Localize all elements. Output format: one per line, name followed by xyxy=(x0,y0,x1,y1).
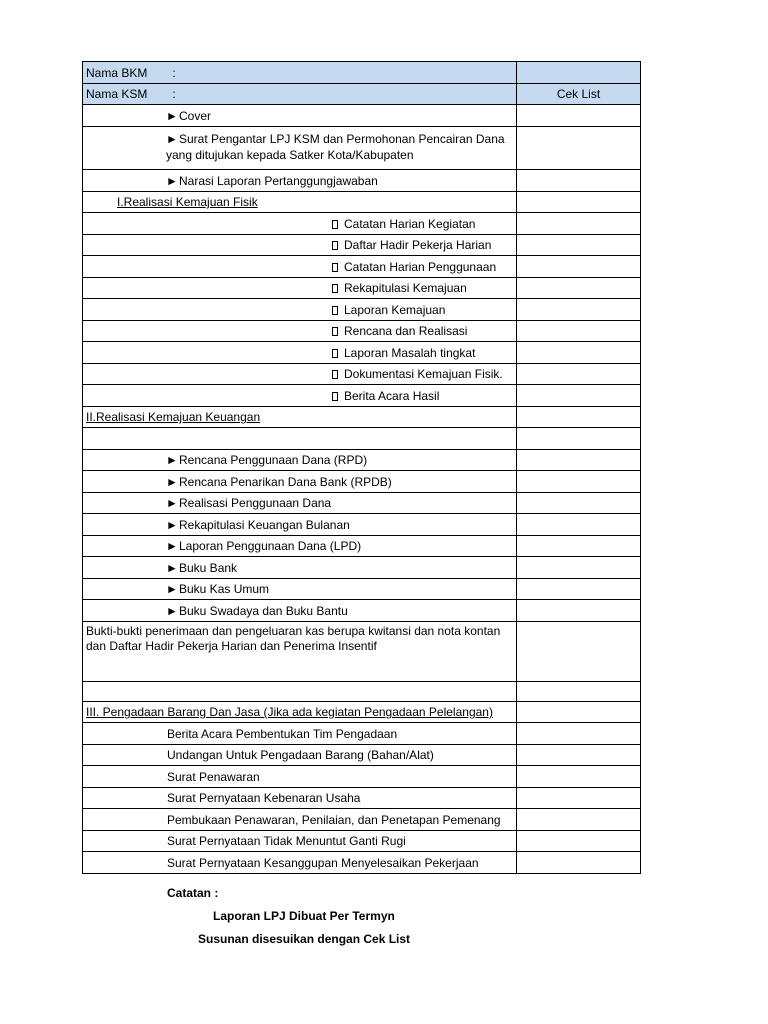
triangle-right-icon: ► xyxy=(166,560,178,575)
checkbox-square-icon xyxy=(332,220,338,229)
checkbox-cell[interactable] xyxy=(517,450,641,471)
triangle-right-icon: ► xyxy=(166,517,178,532)
checkbox-cell[interactable] xyxy=(517,321,641,342)
section-header xyxy=(83,192,641,213)
list-item: Dokumentasi Kemajuan Fisik. xyxy=(83,364,641,385)
checklist-table xyxy=(82,61,641,874)
checkbox-cell[interactable] xyxy=(517,127,641,170)
notes-label: Catatan : xyxy=(167,886,219,900)
list-item: ►Buku Kas Umum xyxy=(83,579,641,600)
list-item: Berita Acara Hasil xyxy=(83,385,641,407)
checklist-sheet xyxy=(82,61,640,874)
checkbox-cell[interactable] xyxy=(517,600,641,622)
checkbox-cell[interactable] xyxy=(517,62,641,84)
list-item: Surat Penawaran xyxy=(83,766,641,788)
checkbox-square-icon xyxy=(332,284,338,293)
list-item: Surat Pernyataan Kesanggupan Menyelesaikan Pekerjaan xyxy=(83,852,641,874)
checkbox-cell[interactable] xyxy=(517,192,641,213)
list-item: Laporan Kemajuan xyxy=(83,299,641,321)
checkbox-square-icon xyxy=(332,263,338,272)
empty-row xyxy=(83,428,641,450)
triangle-right-icon: ► xyxy=(166,474,178,489)
checkbox-cell[interactable] xyxy=(517,557,641,579)
list-item: ►Narasi Laporan Pertanggungjawaban xyxy=(83,170,641,192)
checkbox-cell[interactable] xyxy=(517,788,641,809)
triangle-right-icon: ► xyxy=(166,603,178,618)
list-item: Catatan Harian Penggunaan xyxy=(83,256,641,278)
checkbox-square-icon xyxy=(332,392,338,401)
checkbox-cell[interactable] xyxy=(517,766,641,788)
list-item: ►Rencana Penarikan Dana Bank (RPDB) xyxy=(83,471,641,493)
list-item: Undangan Untuk Pengadaan Barang (Bahan/Alat) xyxy=(83,745,641,766)
nama-ksm-label: Nama KSM xyxy=(86,87,148,101)
checkbox-cell[interactable] xyxy=(517,702,641,723)
checkbox-square-icon xyxy=(332,241,338,250)
checkbox-square-icon xyxy=(332,327,338,336)
checkbox-cell[interactable] xyxy=(517,364,641,385)
section-title: II.Realisasi Kemajuan Keuangan xyxy=(86,410,261,424)
checkbox-cell[interactable] xyxy=(517,428,641,450)
triangle-right-icon: ► xyxy=(166,582,178,596)
section-title: III. Pengadaan Barang Dan Jasa (Jika ada kegiatan Pengadaan Pelelangan) xyxy=(86,705,493,719)
checkbox-cell[interactable] xyxy=(517,493,641,514)
checkbox-cell[interactable] xyxy=(517,852,641,874)
checkbox-cell[interactable] xyxy=(517,831,641,852)
checkbox-cell[interactable] xyxy=(517,809,641,831)
checkbox-cell[interactable] xyxy=(517,235,641,256)
checkbox-cell[interactable] xyxy=(517,278,641,299)
list-item: Catatan Harian Kegiatan xyxy=(83,213,641,235)
triangle-right-icon: ► xyxy=(166,132,178,146)
list-item: ►Cover xyxy=(83,105,641,127)
nama-bkm-label: Nama BKM xyxy=(86,65,148,80)
list-item: Laporan Masalah tingkat xyxy=(83,342,641,364)
triangle-right-icon: ► xyxy=(166,173,178,188)
triangle-right-icon: ► xyxy=(166,539,178,553)
colon: : xyxy=(172,65,176,80)
header-row-bkm xyxy=(83,62,641,84)
triangle-right-icon: ► xyxy=(166,496,178,510)
list-item: Berita Acara Pembentukan Tim Pengadaan xyxy=(83,723,641,745)
checkbox-cell[interactable] xyxy=(517,536,641,557)
triangle-right-icon: ► xyxy=(166,453,178,467)
list-item: Daftar Hadir Pekerja Harian xyxy=(83,235,641,256)
checkbox-cell[interactable] xyxy=(517,745,641,766)
cek-list-header: Cek List xyxy=(517,84,641,105)
checkbox-cell[interactable] xyxy=(517,514,641,536)
list-item: ►Buku Swadaya dan Buku Bantu xyxy=(83,600,641,622)
list-item: ►Surat Pengantar LPJ KSM dan Permohonan Pencairan Dana yang ditujukan kepada Satker Kota/Kabupaten xyxy=(83,127,641,170)
checkbox-square-icon xyxy=(332,349,338,358)
checkbox-cell[interactable] xyxy=(517,407,641,428)
checkbox-cell[interactable] xyxy=(517,256,641,278)
checkbox-cell[interactable] xyxy=(517,385,641,407)
checkbox-cell[interactable] xyxy=(517,622,641,682)
checkbox-cell[interactable] xyxy=(517,213,641,235)
list-item: ►Laporan Penggunaan Dana (LPD) xyxy=(83,536,641,557)
checkbox-cell[interactable] xyxy=(517,471,641,493)
list-item: Surat Pernyataan Tidak Menuntut Ganti Rugi xyxy=(83,831,641,852)
section-header xyxy=(83,702,641,723)
list-item: Pembukaan Penawaran, Penilaian, dan Penetapan Pemenang xyxy=(83,809,641,831)
empty-row xyxy=(83,682,641,702)
list-item: Surat Pernyataan Kebenaran Usaha xyxy=(83,788,641,809)
colon: : xyxy=(172,87,176,101)
list-item: Rekapitulasi Kemajuan xyxy=(83,278,641,299)
checkbox-cell[interactable] xyxy=(517,723,641,745)
list-item: ►Buku Bank xyxy=(83,557,641,579)
list-item: ►Realisasi Penggunaan Dana xyxy=(83,493,641,514)
list-item: ►Rekapitulasi Keuangan Bulanan xyxy=(83,514,641,536)
list-item xyxy=(83,622,641,682)
checkbox-square-icon xyxy=(332,370,338,379)
notes-line-2: Susunan disesuikan dengan Cek List xyxy=(198,932,411,946)
checkbox-cell[interactable] xyxy=(517,299,641,321)
checkbox-cell[interactable] xyxy=(517,170,641,192)
list-item: ►Rencana Penggunaan Dana (RPD) xyxy=(83,450,641,471)
section-header xyxy=(83,407,641,428)
notes-line-1: Laporan LPJ Dibuat Per Termyn xyxy=(213,909,395,923)
checkbox-cell[interactable] xyxy=(517,579,641,600)
checkbox-square-icon xyxy=(332,306,338,315)
checkbox-cell[interactable] xyxy=(517,105,641,127)
header-row-ksm xyxy=(83,84,641,105)
checkbox-cell[interactable] xyxy=(517,682,641,702)
section-title: I.Realisasi Kemajuan Fisik xyxy=(117,195,258,209)
checkbox-cell[interactable] xyxy=(517,342,641,364)
triangle-right-icon: ► xyxy=(166,108,178,123)
bukti-text: Bukti-bukti penerimaan dan pengeluaran kas berupa kwitansi dan nota kontan dan Daftar Hadir Pekerja Harian dan Penerima Insentif xyxy=(86,624,501,653)
list-item: Rencana dan Realisasi xyxy=(83,321,641,342)
